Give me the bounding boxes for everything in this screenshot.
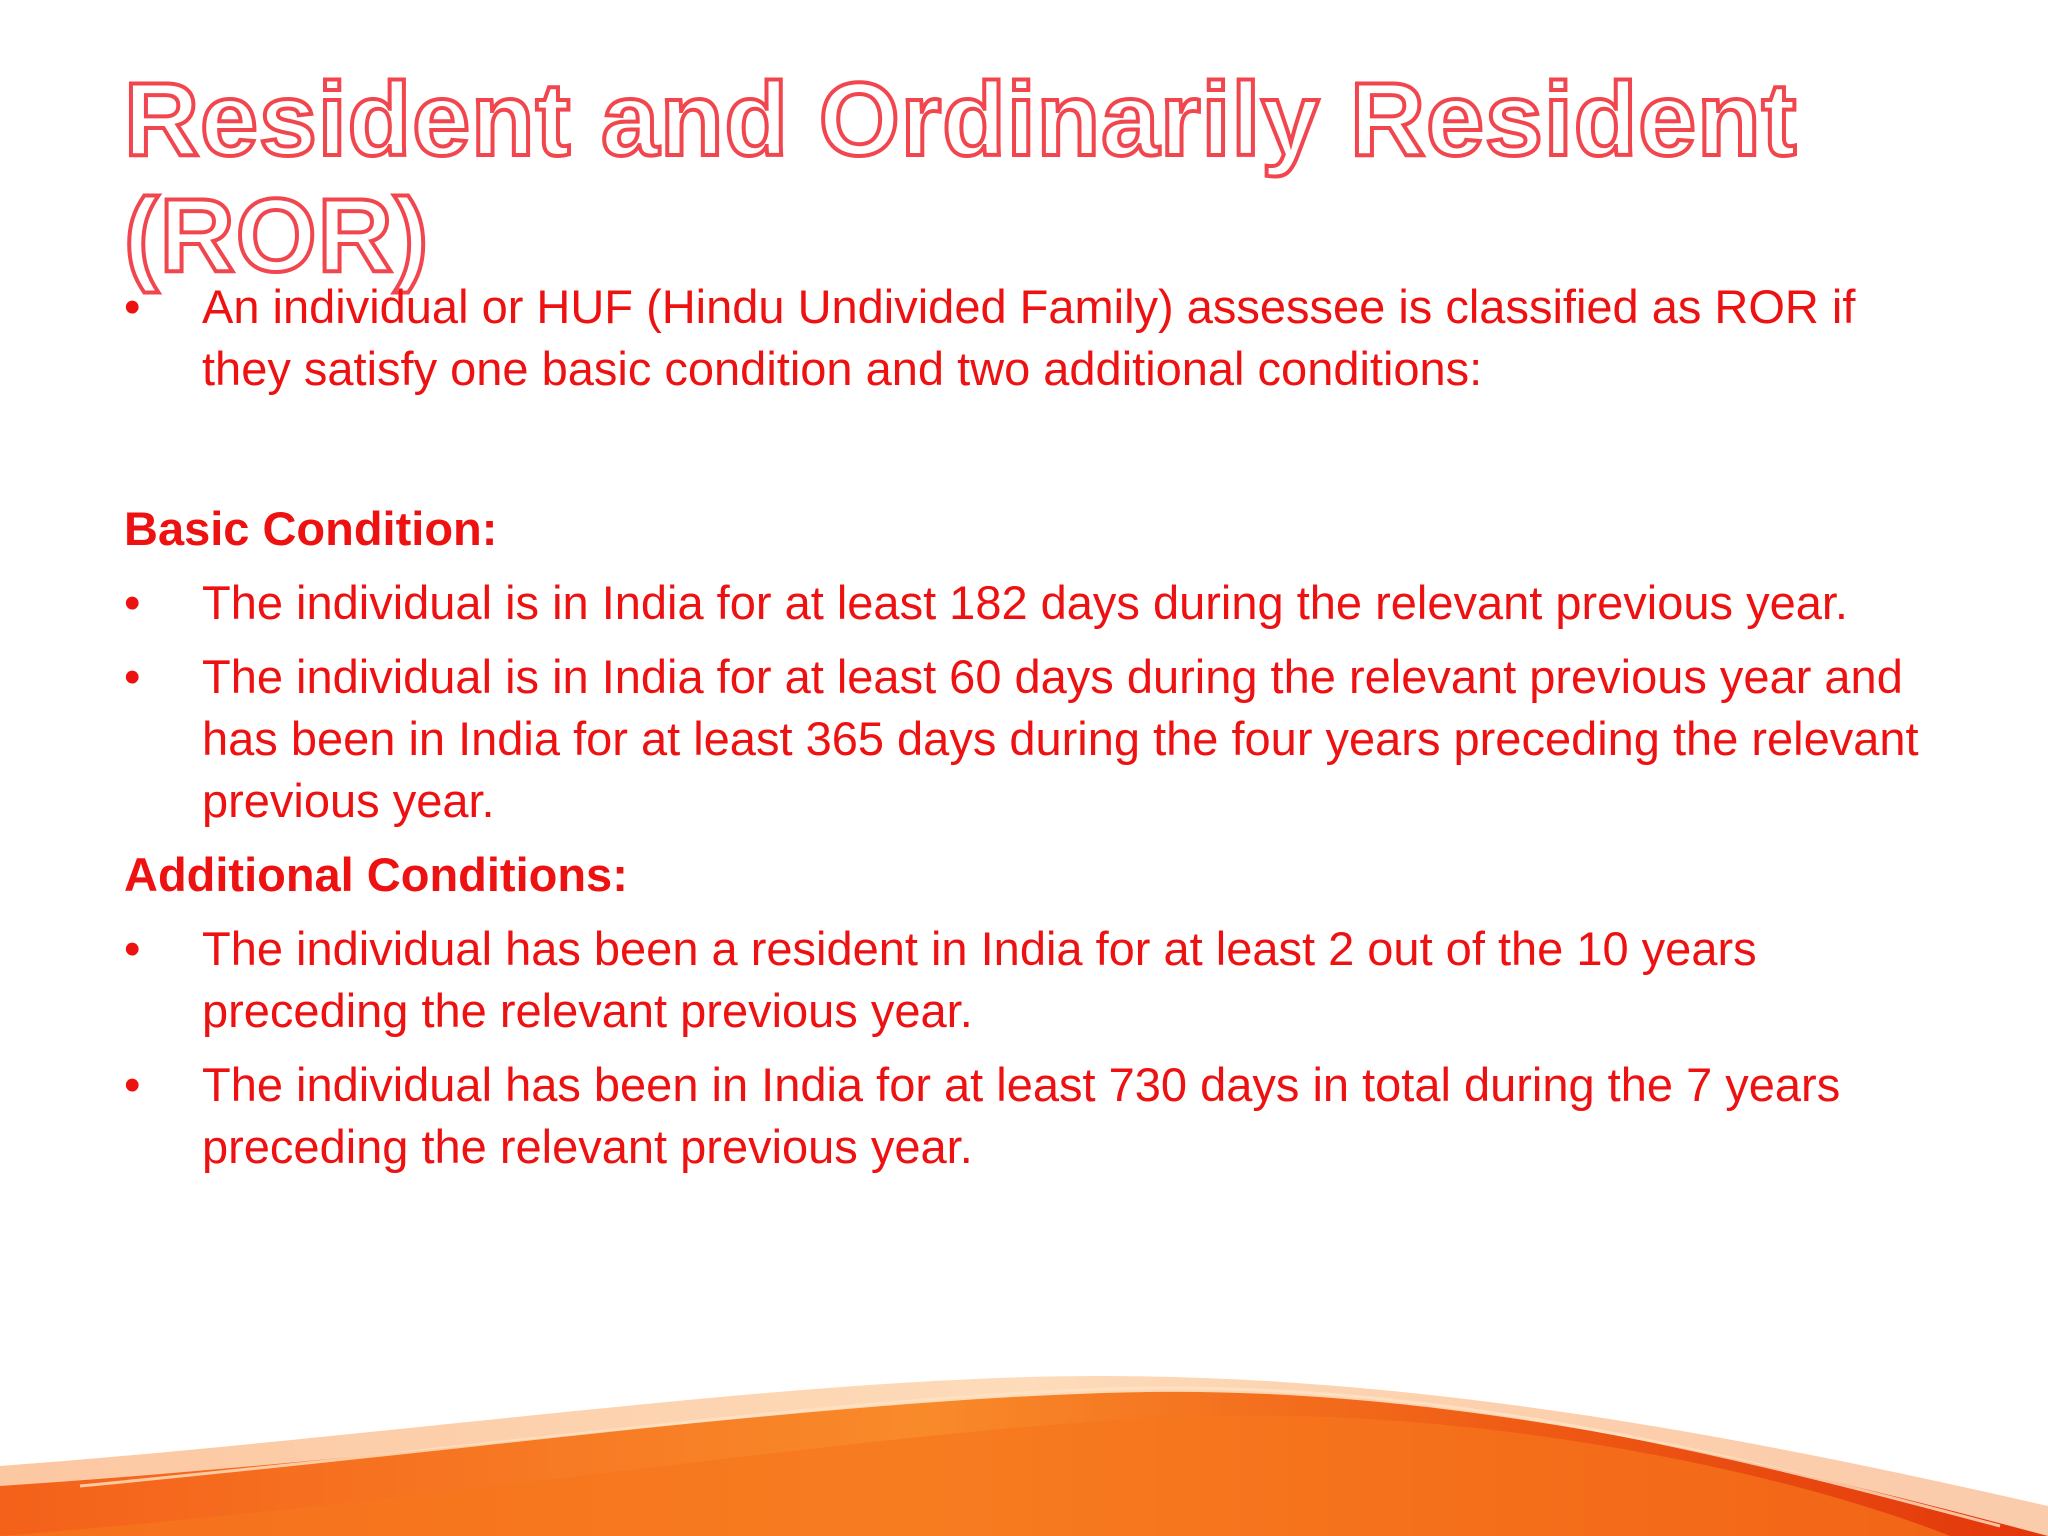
additional-condition-item: [124, 918, 1924, 1042]
slide-title: Resident and Ordinarily Resident (ROR): [124, 62, 1798, 294]
intro-bullet: [124, 276, 1924, 400]
additional-condition-item: [124, 1054, 1924, 1178]
basic-condition-text: The individual is in India for at least 182 days during the relevant previous year.: [202, 576, 1848, 629]
additional-condition-text: The individual has been a resident in India for at least 2 out of the 10 years preceding the relevant previous year.: [202, 922, 1757, 1037]
additional-conditions-heading: Additional Conditions:: [124, 848, 628, 901]
bullet-marker: •: [124, 650, 141, 703]
spacer: [124, 412, 1924, 498]
bullet-marker: •: [124, 922, 141, 975]
slide-body: [124, 276, 1924, 1190]
bullet-marker: •: [124, 1058, 141, 1111]
intro-text: An individual or HUF (Hindu Undivided Family) assessee is classified as ROR if they satisfy one basic condition and two additional conditions:: [202, 280, 1856, 395]
additional-condition-text: The individual has been in India for at least 730 days in total during the 7 years preceding the relevant previous year.: [202, 1058, 1841, 1173]
basic-condition-text: The individual is in India for at least 60 days during the relevant previous year and has been in India for at least 365 days during the four years preceding the relevant previous year.: [202, 650, 1919, 827]
basic-condition-item: [124, 646, 1924, 832]
basic-condition-heading: Basic Condition:: [124, 502, 498, 555]
bullet-marker: •: [124, 280, 141, 333]
basic-condition-item: [124, 572, 1924, 634]
bullet-marker: •: [124, 576, 141, 629]
decorative-wave: [0, 1336, 2048, 1536]
